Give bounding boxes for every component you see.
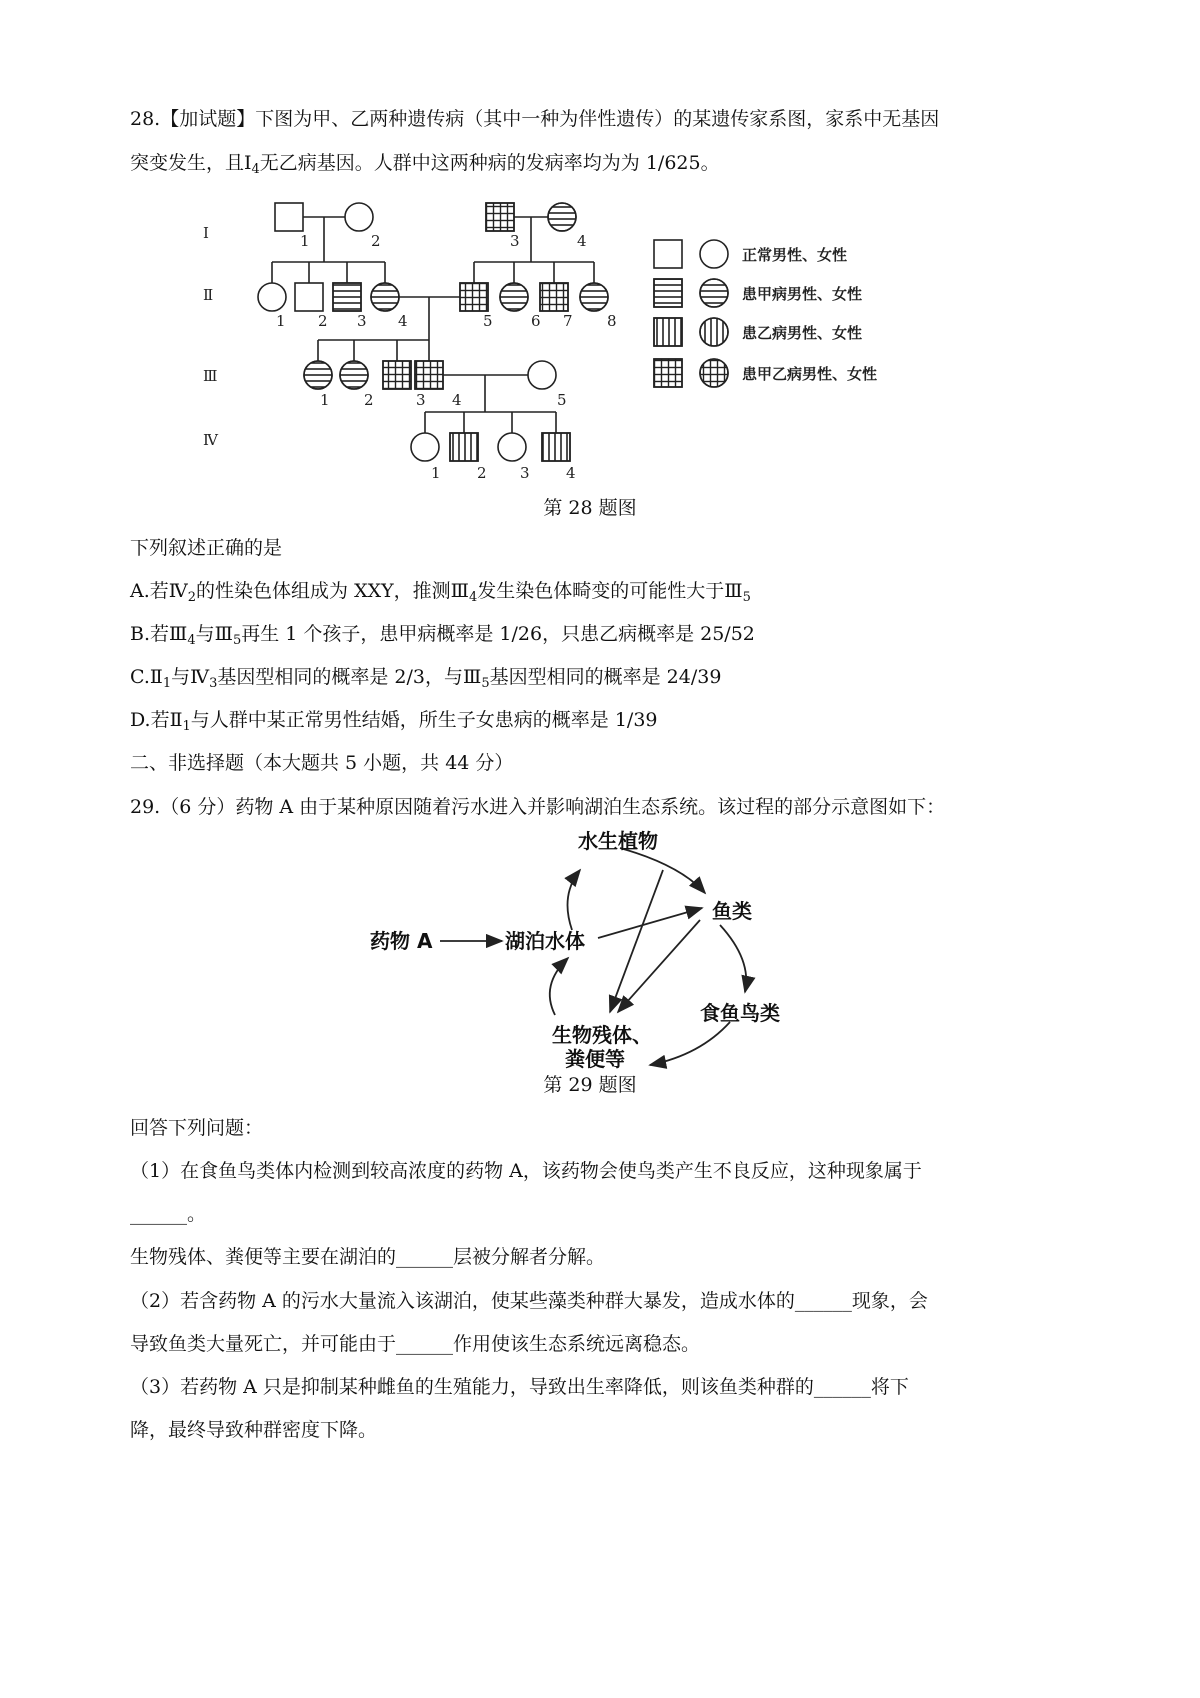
svg-text:4: 4 — [398, 312, 408, 330]
q29-part3-line2: 降，最终导致种群密度下降。 — [130, 1419, 378, 1441]
ped-II5-ab-male — [460, 283, 488, 311]
q29-intro: 29.（6 分）药物 A 由于某种原因随着污水进入并影响湖泊生态系统。该过程的部分示意图如下： — [130, 796, 946, 818]
pedigree-chart — [203, 203, 617, 482]
gen-label-2: Ⅱ — [203, 286, 214, 304]
option-d — [130, 707, 658, 740]
q28-line1: 28.【加试题】下图为甲、乙两种遗传病（其中一种为伴性遗传）的某遗传家系图，家系中无基因 — [130, 108, 940, 130]
option-a-text-3: 发生染色体畸变的可能性大于Ⅲ — [477, 580, 743, 602]
figure-28-caption: 第 28 题图 — [543, 497, 637, 519]
ped-IV2-b-male — [450, 433, 478, 461]
svg-text:3: 3 — [416, 391, 426, 409]
node-feces: 粪便等 — [565, 1047, 625, 1071]
option-a — [130, 578, 751, 611]
svg-text:1: 1 — [276, 312, 286, 330]
node-drug-a: 药物 A — [370, 929, 433, 953]
option-c-sub-1: 1 — [162, 676, 172, 691]
option-b — [130, 621, 755, 654]
q29-part2-line2: 导致鱼类大量死亡，并可能由于______作用使该生态系统远离稳态。 — [130, 1333, 701, 1355]
option-c-sub-2: 3 — [209, 676, 218, 691]
svg-text:8: 8 — [607, 312, 617, 330]
ped-IV3-normal-female — [498, 433, 526, 461]
ped-I3-ab-male — [486, 203, 514, 231]
ped-II1-normal-female — [258, 283, 286, 311]
pedigree-legend — [654, 240, 877, 387]
option-b-text-3: 再生 1 个孩子，患甲病概率是 1/26，只患乙病概率是 25/52 — [241, 623, 755, 645]
option-c-text-1: C.Ⅱ — [130, 666, 163, 688]
option-d-sub-1: 1 — [182, 719, 191, 734]
svg-text:7: 7 — [563, 312, 573, 330]
legend-disease-a: 患甲病男性、女性 — [742, 285, 863, 303]
node-fish-eating-birds: 食鱼鸟类 — [700, 1001, 780, 1025]
legend-disease-ab: 患甲乙病男性、女性 — [742, 365, 878, 383]
svg-text:2: 2 — [364, 391, 374, 409]
q29-part1-line2: 生物残体、粪便等主要在湖泊的______层被分解者分解。 — [130, 1246, 606, 1268]
option-b-sub-2: 5 — [232, 633, 242, 648]
gen-label-3: Ⅲ — [203, 367, 218, 385]
svg-text:2: 2 — [477, 464, 487, 482]
svg-text:1: 1 — [320, 391, 330, 409]
food-web-diagram — [370, 829, 780, 1071]
option-a-sub-2: 4 — [469, 590, 478, 605]
q28-prompt: 下列叙述正确的是 — [130, 537, 283, 559]
svg-text:2: 2 — [318, 312, 328, 330]
node-lake-water: 湖泊水体 — [505, 929, 585, 953]
ped-II3-a-male — [333, 283, 361, 311]
ped-IV4-b-male — [542, 433, 570, 461]
legend-normal: 正常男性、女性 — [742, 246, 848, 264]
q29-part1-blank: ______。 — [130, 1203, 207, 1225]
svg-text:2: 2 — [371, 232, 381, 250]
svg-text:6: 6 — [531, 312, 541, 330]
node-remains: 生物残体、 — [552, 1023, 652, 1047]
option-b-text-1: B.若Ⅲ — [130, 623, 188, 645]
q29-answer-prompt: 回答下列问题： — [130, 1117, 264, 1139]
option-a-sub-1: 2 — [187, 590, 197, 605]
ped-II7-ab-male — [540, 283, 568, 311]
q28-line2-sub: 4 — [251, 162, 260, 177]
ped-III3-ab-male — [383, 361, 411, 389]
svg-text:4: 4 — [577, 232, 587, 250]
option-a-sub-3: 5 — [742, 590, 751, 605]
option-c — [130, 664, 721, 697]
option-d-text-1: D.若Ⅱ — [130, 709, 183, 731]
option-c-text-3: 基因型相同的概率是 2/3，与Ⅲ — [217, 666, 482, 688]
q29-part1-line1: （1）在食鱼鸟类体内检测到较高浓度的药物 A，该药物会使鸟类产生不良反应，这种现象属于 — [130, 1160, 922, 1182]
ped-II2-normal-male — [295, 283, 323, 311]
option-c-sub-3: 5 — [481, 676, 490, 691]
option-a-text-2: 的性染色体组成为 XXY，推测Ⅲ — [196, 580, 469, 602]
svg-text:4: 4 — [452, 391, 462, 409]
svg-text:5: 5 — [557, 391, 567, 409]
option-b-text-2: 与Ⅲ — [195, 623, 233, 645]
ped-III4-ab-male — [415, 361, 443, 389]
legend-disease-b: 患乙病男性、女性 — [742, 324, 863, 342]
gen-label-4: Ⅳ — [203, 431, 218, 449]
node-aquatic-plants: 水生植物 — [578, 829, 658, 853]
svg-text:5: 5 — [483, 312, 493, 330]
option-d-text-2: 与人群中某正常男性结婚，所生子女患病的概率是 1/39 — [190, 709, 658, 731]
q28-line2-a: 突变发生，且Ⅰ — [130, 152, 252, 174]
section-2-heading: 二、非选择题（本大题共 5 小题，共 44 分） — [130, 752, 514, 774]
svg-text:3: 3 — [510, 232, 520, 250]
figure-29-caption: 第 29 题图 — [543, 1074, 637, 1096]
svg-text:1: 1 — [431, 464, 441, 482]
q28-line2-b: 无乙病基因。人群中这两种病的发病率均为为 1/625。 — [259, 152, 720, 174]
option-b-sub-1: 4 — [187, 633, 196, 648]
svg-text:4: 4 — [566, 464, 576, 482]
svg-text:3: 3 — [357, 312, 367, 330]
ped-IV1-normal-female — [411, 433, 439, 461]
node-fish: 鱼类 — [712, 899, 752, 923]
ped-I1-normal-male — [275, 203, 303, 231]
option-a-text-1: A.若Ⅳ — [130, 580, 188, 602]
ped-I2-normal-female — [345, 203, 373, 231]
svg-text:3: 3 — [520, 464, 530, 482]
gen-label-1: Ⅰ — [203, 224, 209, 242]
option-c-text-2: 与Ⅳ — [171, 666, 210, 688]
q29-part2-line1: （2）若含药物 A 的污水大量流入该湖泊，使某些藻类种群大暴发，造成水体的______现象，会 — [130, 1290, 928, 1312]
svg-text:1: 1 — [300, 232, 310, 250]
q29-part3-line1: （3）若药物 A 只是抑制某种雌鱼的生殖能力，导致出生率降低，则该鱼类种群的______将下 — [130, 1376, 909, 1398]
ped-III5-normal-female — [528, 361, 556, 389]
option-c-text-4: 基因型相同的概率是 24/39 — [489, 666, 722, 688]
